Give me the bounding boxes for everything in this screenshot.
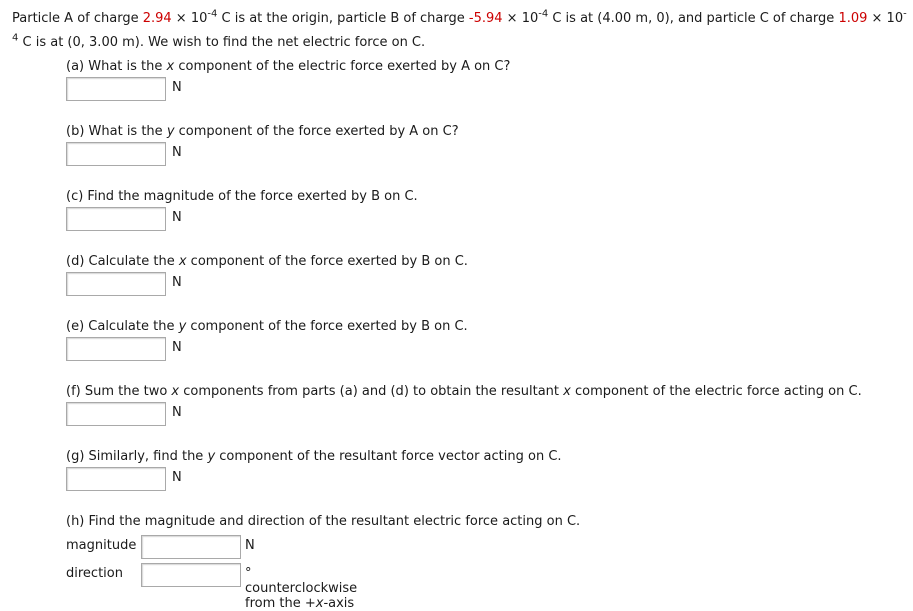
- question-g: (g) Similarly, find the y component of the resultant force vector acting on C.: [66, 449, 562, 464]
- answer-input-e[interactable]: [66, 337, 166, 361]
- exponent: -4: [207, 8, 218, 20]
- problem-text: C is at the origin, particle B of charge: [217, 11, 469, 26]
- question-h: (h) Find the magnitude and direction of the resultant electric force acting on C.: [66, 514, 581, 529]
- answer-input-a[interactable]: [66, 77, 166, 101]
- exponent: -4: [538, 8, 549, 20]
- question-e: (e) Calculate the y component of the force exerted by B on C.: [66, 319, 468, 334]
- answer-input-c[interactable]: [66, 207, 166, 231]
- unit-label: N: [172, 470, 182, 485]
- charge-b-value: -5.94: [468, 11, 503, 26]
- question-b: (b) What is the y component of the force exerted by A on C?: [66, 124, 459, 139]
- times-ten: × 10: [171, 11, 208, 26]
- direction-unit-label: ° counterclockwise from the +x-axis: [245, 566, 358, 611]
- direction-label: direction: [66, 566, 123, 581]
- answer-input-b[interactable]: [66, 142, 166, 166]
- exponent: -4: [12, 8, 907, 44]
- unit-label: N: [245, 538, 255, 553]
- charge-c-value: 1.09: [838, 11, 868, 26]
- unit-label: N: [172, 340, 182, 355]
- question-f: (f) Sum the two x components from parts (a) and (d) to obtain the resultant x component of the electric force acting on C.: [66, 384, 862, 399]
- question-d: (d) Calculate the x component of the force exerted by B on C.: [66, 254, 468, 269]
- question-a: (a) What is the x component of the electric force exerted by A on C?: [66, 59, 511, 74]
- answer-input-g[interactable]: [66, 467, 166, 491]
- charge-a-value: 2.94: [142, 11, 172, 26]
- unit-label: N: [172, 275, 182, 290]
- magnitude-input[interactable]: [141, 535, 241, 559]
- problem-text: Particle A of charge: [12, 11, 143, 26]
- times-ten: × 10: [867, 11, 904, 26]
- times-ten: × 10: [502, 11, 539, 26]
- unit-label: N: [172, 145, 182, 160]
- direction-input[interactable]: [141, 563, 241, 587]
- question-c: (c) Find the magnitude of the force exerted by B on C.: [66, 189, 418, 204]
- problem-statement: [12, 7, 907, 55]
- answer-input-f[interactable]: [66, 402, 166, 426]
- magnitude-label: magnitude: [66, 538, 137, 553]
- answer-input-d[interactable]: [66, 272, 166, 296]
- unit-label: N: [172, 80, 182, 95]
- unit-label: N: [172, 210, 182, 225]
- problem-text: C is at (4.00 m, 0), and particle C of charge: [548, 11, 839, 26]
- unit-label: N: [172, 405, 182, 420]
- problem-text: C is at (0, 3.00 m). We wish to find the net electric force on C.: [18, 35, 426, 50]
